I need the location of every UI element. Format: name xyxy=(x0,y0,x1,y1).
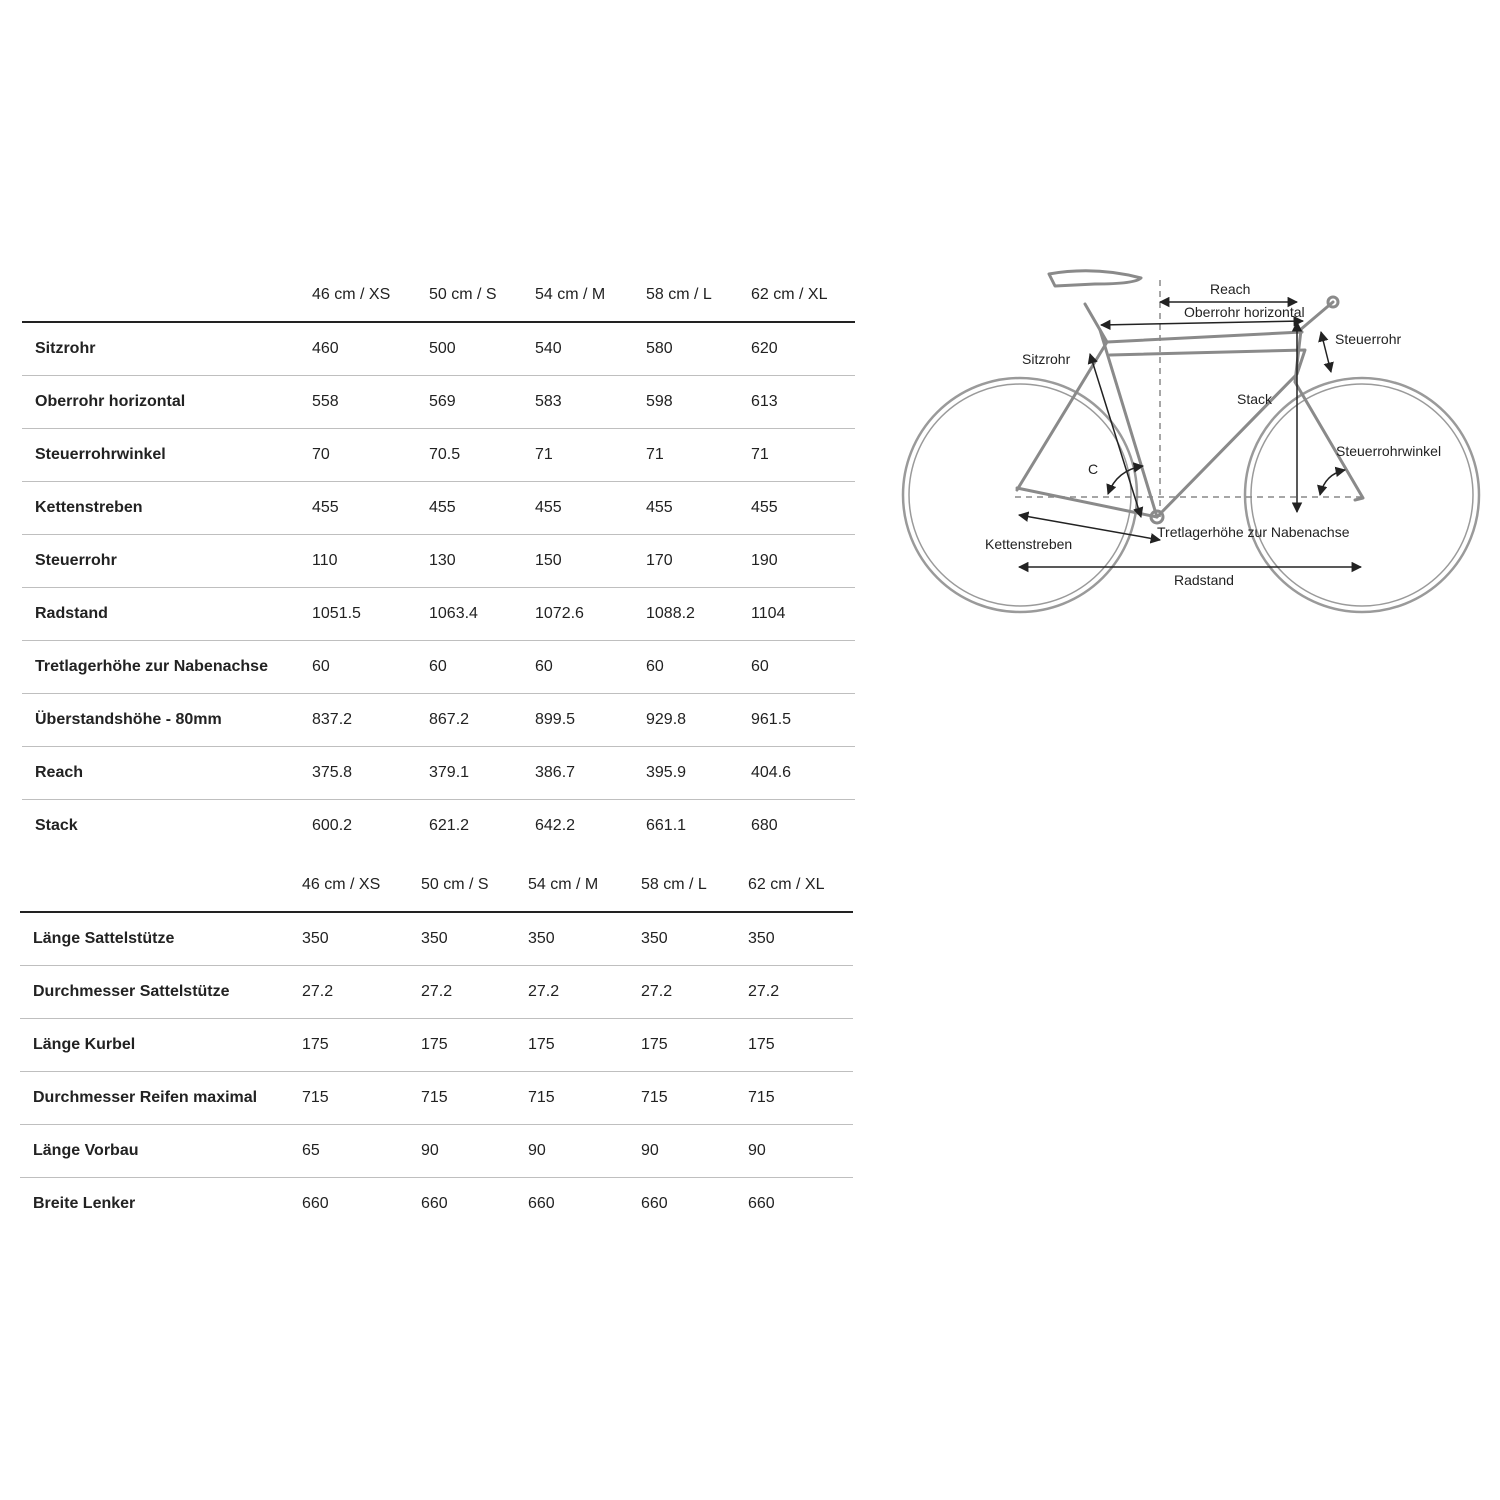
row-label: Tretlagerhöhe zur Nabenachse xyxy=(35,658,268,675)
table-cell: 613 xyxy=(751,393,778,410)
table-cell: 600.2 xyxy=(312,817,353,834)
geometry-table xyxy=(22,268,855,852)
table-cell: 660 xyxy=(302,1195,329,1212)
table-cell: 929.8 xyxy=(646,711,687,728)
table-cell: 386.7 xyxy=(535,764,576,781)
table-cell: 190 xyxy=(751,552,778,569)
table-cell: 580 xyxy=(646,340,673,357)
table-cell: 350 xyxy=(748,930,775,947)
bike-geometry-diagram xyxy=(895,262,1495,622)
table-cell: 569 xyxy=(429,393,456,410)
table-row xyxy=(20,1178,853,1230)
label-steuerrohr: Steuerrohr xyxy=(1335,331,1402,347)
table-cell: 395.9 xyxy=(646,764,687,781)
row-label: Steuerrohrwinkel xyxy=(35,446,166,463)
table-cell: 130 xyxy=(429,552,456,569)
label-oberrohr: Oberrohr horizontal xyxy=(1184,304,1305,320)
table-cell: 1063.4 xyxy=(429,605,478,622)
table-cell: 375.8 xyxy=(312,764,353,781)
table-cell: 71 xyxy=(646,446,664,463)
table-row xyxy=(22,747,855,800)
table-cell: 660 xyxy=(748,1195,775,1212)
table-cell: 110 xyxy=(312,552,338,569)
table-cell: 1051.5 xyxy=(312,605,361,622)
table-cell: 455 xyxy=(312,499,339,516)
table-row xyxy=(20,1072,853,1125)
row-label: Länge Sattelstütze xyxy=(33,930,175,947)
table-cell: 27.2 xyxy=(641,983,673,1000)
table-cell: 899.5 xyxy=(535,711,576,728)
table-cell: 170 xyxy=(646,552,673,569)
table-header xyxy=(22,268,855,323)
table-cell: 715 xyxy=(421,1089,448,1106)
table-cell: 661.1 xyxy=(646,817,687,834)
table-row xyxy=(22,429,855,482)
table-row xyxy=(20,1019,853,1072)
table-cell: 27.2 xyxy=(302,983,334,1000)
table-cell: 175 xyxy=(528,1036,555,1053)
table-cell: 60 xyxy=(646,658,664,675)
table-row xyxy=(20,966,853,1019)
table-cell: 175 xyxy=(748,1036,775,1053)
table-cell: 455 xyxy=(535,499,562,516)
label-radstand: Radstand xyxy=(1174,572,1234,588)
column-header: 62 cm / XL xyxy=(748,875,825,893)
table-cell: 350 xyxy=(421,930,448,947)
table-cell: 598 xyxy=(646,393,673,410)
column-header: 58 cm / L xyxy=(646,285,712,303)
table-cell: 837.2 xyxy=(312,711,353,728)
table-cell: 175 xyxy=(302,1036,329,1053)
table-cell: 175 xyxy=(641,1036,668,1053)
label-sitzrohr: Sitzrohr xyxy=(1022,351,1071,367)
table-cell: 867.2 xyxy=(429,711,470,728)
row-label: Breite Lenker xyxy=(33,1195,136,1212)
table-cell: 961.5 xyxy=(751,711,792,728)
table-cell: 27.2 xyxy=(421,983,453,1000)
table-cell: 500 xyxy=(429,340,456,357)
table-row xyxy=(22,694,855,747)
table-cell: 350 xyxy=(302,930,329,947)
label-stack: Stack xyxy=(1237,391,1273,407)
components-table xyxy=(20,858,853,1230)
row-label: Stack xyxy=(35,817,78,834)
table-cell: 455 xyxy=(751,499,778,516)
table-cell: 680 xyxy=(751,817,778,834)
table-cell: 660 xyxy=(421,1195,448,1212)
table-row xyxy=(22,800,855,852)
table-cell: 455 xyxy=(429,499,456,516)
rear-wheel xyxy=(903,378,1137,612)
table-cell: 65 xyxy=(302,1142,320,1159)
table-row xyxy=(22,376,855,429)
table-cell: 350 xyxy=(641,930,668,947)
table-cell: 621.2 xyxy=(429,817,470,834)
column-header: 46 cm / XS xyxy=(302,875,381,893)
table-cell: 71 xyxy=(535,446,553,463)
table-cell: 90 xyxy=(528,1142,546,1159)
table-cell: 150 xyxy=(535,552,562,569)
table-cell: 350 xyxy=(528,930,555,947)
column-header: 54 cm / M xyxy=(528,875,599,893)
table-cell: 60 xyxy=(751,658,769,675)
table-cell: 540 xyxy=(535,340,562,357)
label-steuerrohrwinkel: Steuerrohrwinkel xyxy=(1336,443,1442,459)
row-label: Oberrohr horizontal xyxy=(35,393,186,410)
table-cell: 715 xyxy=(641,1089,668,1106)
table-cell: 558 xyxy=(312,393,339,410)
column-header: 50 cm / S xyxy=(429,285,497,303)
label-kettenstreben: Kettenstreben xyxy=(985,536,1073,552)
row-label: Länge Vorbau xyxy=(33,1142,139,1159)
column-header: 46 cm / XS xyxy=(312,285,391,303)
column-header: 50 cm / S xyxy=(421,875,489,893)
table-cell: 715 xyxy=(302,1089,329,1106)
label-tretlager: Tretlagerhöhe zur Nabenachse xyxy=(1157,524,1350,540)
table-cell: 27.2 xyxy=(528,983,560,1000)
table-cell: 175 xyxy=(421,1036,448,1053)
table-cell: 71 xyxy=(751,446,769,463)
row-label: Durchmesser Sattelstütze xyxy=(33,983,230,1000)
table-cell: 27.2 xyxy=(748,983,780,1000)
table-cell: 70.5 xyxy=(429,446,461,463)
table-cell: 90 xyxy=(641,1142,659,1159)
table-cell: 460 xyxy=(312,340,339,357)
table-row xyxy=(20,913,853,966)
table-cell: 642.2 xyxy=(535,817,576,834)
table-row xyxy=(22,588,855,641)
table-cell: 1088.2 xyxy=(646,605,695,622)
column-header: 58 cm / L xyxy=(641,875,707,893)
table-cell: 715 xyxy=(528,1089,555,1106)
table-cell: 455 xyxy=(646,499,673,516)
table-cell: 60 xyxy=(312,658,330,675)
table-row xyxy=(22,323,855,376)
table-cell: 1072.6 xyxy=(535,605,584,622)
column-header: 54 cm / M xyxy=(535,285,606,303)
label-c: C xyxy=(1088,461,1099,477)
table-cell: 60 xyxy=(535,658,553,675)
label-reach: Reach xyxy=(1210,281,1251,297)
row-label: Kettenstreben xyxy=(35,499,143,516)
table-cell: 620 xyxy=(751,340,778,357)
table-row xyxy=(22,482,855,535)
table-cell: 70 xyxy=(312,446,330,463)
table-cell: 715 xyxy=(748,1089,775,1106)
table-cell: 404.6 xyxy=(751,764,792,781)
table-cell: 660 xyxy=(641,1195,668,1212)
table-cell: 379.1 xyxy=(429,764,470,781)
table-row xyxy=(22,641,855,694)
column-header: 62 cm / XL xyxy=(751,285,828,303)
row-label: Durchmesser Reifen maximal xyxy=(33,1089,258,1106)
row-label: Reach xyxy=(35,764,84,781)
table-row xyxy=(20,1125,853,1178)
row-label: Radstand xyxy=(35,605,108,622)
table-cell: 60 xyxy=(429,658,447,675)
row-label: Länge Kurbel xyxy=(33,1036,136,1053)
table-cell: 1104 xyxy=(751,605,786,622)
row-label: Überstandshöhe - 80mm xyxy=(35,711,222,728)
row-label: Sitzrohr xyxy=(35,340,96,357)
table-cell: 583 xyxy=(535,393,562,410)
table-cell: 90 xyxy=(421,1142,439,1159)
row-label: Steuerrohr xyxy=(35,552,117,569)
table-cell: 90 xyxy=(748,1142,766,1159)
table-cell: 660 xyxy=(528,1195,555,1212)
table-header xyxy=(20,858,853,913)
table-row xyxy=(22,535,855,588)
